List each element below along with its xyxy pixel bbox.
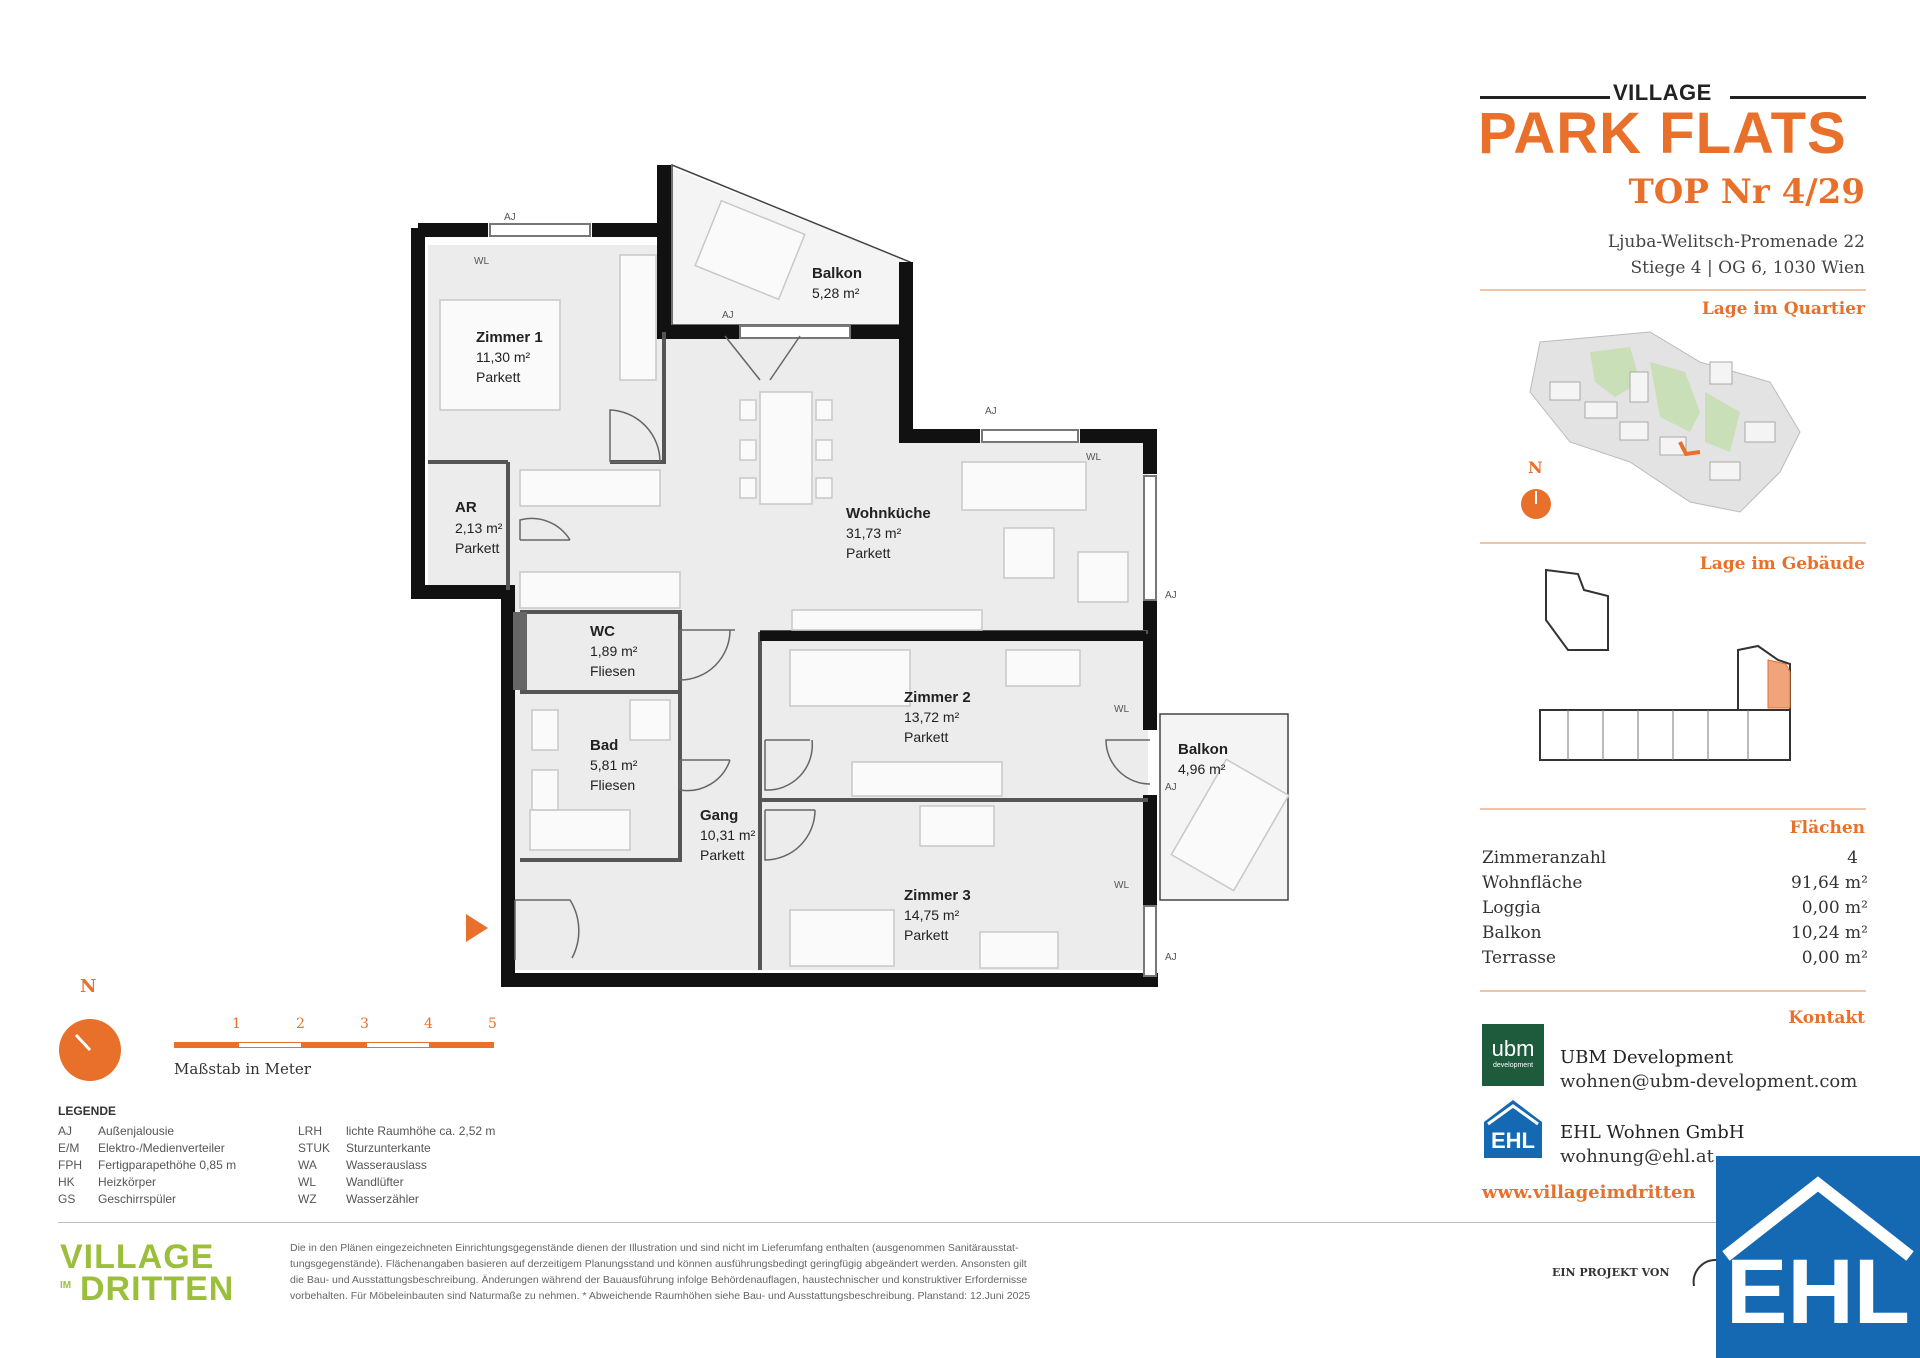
svg-text:Parkett: Parkett: [904, 729, 949, 745]
svg-text:4,96 m²: 4,96 m²: [1178, 761, 1226, 777]
address-line1: Ljuba-Welitsch-Promenade 22: [1607, 232, 1865, 252]
site-map: [1510, 322, 1810, 522]
svg-text:AJ: AJ: [722, 310, 734, 321]
brand-header: [1478, 76, 1868, 176]
svg-text:AJ: AJ: [504, 212, 516, 223]
svg-text:10,31 m²: 10,31 m²: [700, 827, 756, 843]
svg-text:5,28 m²: 5,28 m²: [812, 285, 860, 301]
scale-tick-1: 1: [232, 1016, 241, 1032]
scale-seg-2: [238, 1042, 302, 1048]
svg-text:Parkett: Parkett: [455, 540, 500, 556]
flaechen-row-loggia: Loggia 0,00 m²: [1482, 898, 1868, 918]
scale-seg-4: [366, 1042, 430, 1048]
scale-seg-5: [430, 1042, 494, 1048]
svg-text:WL: WL: [1086, 452, 1101, 463]
flaechen-row-wohnflaeche: Wohnfläche 91,64 m²: [1482, 873, 1868, 893]
ubm-logo: ubm development: [1482, 1024, 1544, 1086]
disclaimer: [290, 1240, 1230, 1304]
projekt-von: EIN PROJEKT VON: [1552, 1266, 1670, 1279]
lage-gebaeude-heading: Lage im Gebäude: [1699, 554, 1865, 574]
building-row: [1540, 710, 1790, 760]
site-map-north-label: N: [1528, 458, 1543, 477]
svg-text:AJ: AJ: [985, 406, 997, 417]
legend-item: AJ Außenjalousie: [58, 1124, 175, 1138]
divider-3: [1480, 808, 1866, 810]
building-block-a: [1546, 570, 1608, 650]
flaechen-row-zimmeranzahl: Zimmeranzahl 4: [1482, 848, 1858, 868]
legend-item: WZ Wasserzähler: [298, 1192, 419, 1206]
svg-text:Fliesen: Fliesen: [590, 663, 636, 679]
svg-text:Parkett: Parkett: [904, 927, 949, 943]
svg-text:WL: WL: [474, 256, 489, 267]
legend-item: FPH Fertigparapethöhe 0,85 m: [58, 1158, 237, 1172]
svg-text:Gang: Gang: [700, 807, 739, 824]
legend-title: LEGENDE: [58, 1104, 117, 1118]
plan-north-label: N: [80, 976, 97, 997]
divider-2: [1480, 542, 1866, 544]
legend-item: HK Heizkörper: [58, 1175, 157, 1189]
svg-text:Parkett: Parkett: [700, 847, 745, 863]
svg-text:Bad: Bad: [590, 737, 619, 754]
svg-text:AJ: AJ: [1165, 782, 1177, 793]
ehl-name: EHL Wohnen GmbH: [1560, 1122, 1745, 1143]
svg-text:Zimmer 2: Zimmer 2: [904, 689, 971, 706]
ubm-name: UBM Development: [1560, 1047, 1734, 1068]
village-word: VILLAGE: [1613, 80, 1712, 105]
disclaimer-line: tungsgegenstände). Flächenangaben basieren auf derzeitigem Planungsstand und können ausführungsbedingt geringfügig abgeändert werden. Ansonsten gilt: [290, 1258, 1027, 1270]
svg-text:WC: WC: [590, 623, 615, 640]
footer-divider: [58, 1222, 1718, 1223]
svg-text:AJ: AJ: [1165, 590, 1177, 601]
svg-text:2,13 m²: 2,13 m²: [455, 520, 503, 536]
entrance-arrow-icon: [466, 914, 488, 942]
svg-text:Fliesen: Fliesen: [590, 777, 636, 793]
scale-seg-3: [302, 1042, 366, 1048]
scale-tick-3: 3: [360, 1016, 369, 1032]
website-link[interactable]: www.villageimdritten: [1482, 1182, 1696, 1203]
svg-text:AR: AR: [455, 499, 477, 516]
flaechen-row-balkon: Balkon 10,24 m²: [1482, 923, 1868, 943]
svg-text:31,73 m²: 31,73 m²: [846, 525, 902, 541]
svg-text:13,72 m²: 13,72 m²: [904, 709, 960, 725]
divider-1: [1480, 289, 1866, 291]
svg-text:1,89 m²: 1,89 m²: [590, 643, 638, 659]
scale-seg-1: [174, 1042, 238, 1048]
compass-icon: [1520, 488, 1552, 520]
disclaimer-line: die Bau- und Ausstattungsbeschreibung. Änderungen während der Bauausführung infolge Behördenauflagen, haustechnischer und konstruktiver Erfordernisse: [290, 1274, 1028, 1286]
scale-tick-4: 4: [424, 1016, 433, 1032]
address-line2: Stiege 4 | OG 6, 1030 Wien: [1630, 258, 1865, 278]
svg-text:Parkett: Parkett: [846, 545, 891, 561]
disclaimer-line: vorbehalten. Für Möbeleinbauten sind Naturmaße zu nehmen. * Abweichende Raumhöhen siehe Bau- und Ausstattungsbeschreibung. Planstand: 12.Juni 2025: [290, 1290, 1031, 1302]
building-highlight: [1768, 660, 1790, 708]
svg-text:WL: WL: [1114, 704, 1129, 715]
legend-item: LRH lichte Raumhöhe ca. 2,52 m: [298, 1124, 496, 1138]
ubm-email[interactable]: wohnen@ubm-development.com: [1560, 1071, 1858, 1092]
scale-label: Maßstab in Meter: [174, 1060, 311, 1078]
ehl-logo-large: EHL: [1716, 1156, 1920, 1358]
ehl-logo-small: EHL: [1482, 1098, 1544, 1160]
legend-item: E/M Elektro-/Medienverteiler: [58, 1141, 225, 1155]
svg-text:5,81 m²: 5,81 m²: [590, 757, 638, 773]
svg-text:WL: WL: [1114, 880, 1129, 891]
flaechen-heading: Flächen: [1789, 818, 1865, 838]
legend-item: GS Geschirrspüler: [58, 1192, 177, 1206]
disclaimer-line: Die in den Plänen eingezeichneten Einrichtungsgegenstände dienen der Illustration und sind nicht im Lieferumfang enthalten (ausgenommen Sanitärausstat-: [290, 1242, 1019, 1254]
svg-text:11,30 m²: 11,30 m²: [476, 349, 531, 365]
svg-text:AJ: AJ: [1165, 952, 1177, 963]
svg-text:14,75 m²: 14,75 m²: [904, 907, 960, 923]
village-rule-right: [1730, 96, 1866, 99]
svg-text:Zimmer 1: Zimmer 1: [476, 329, 543, 346]
village-rule-left: [1480, 96, 1610, 99]
park-flats-title: PARK FLATS: [1478, 101, 1847, 166]
village-logo: VILLAGE IM DRITTEN: [60, 1238, 235, 1308]
flaechen-row-terrasse: Terrasse 0,00 m²: [1482, 948, 1868, 968]
lage-quartier-heading: Lage im Quartier: [1701, 299, 1865, 319]
svg-text:Zimmer 3: Zimmer 3: [904, 887, 971, 904]
legend-item: STUK Sturzunterkante: [298, 1141, 431, 1155]
svg-text:Balkon: Balkon: [1178, 741, 1229, 758]
scale-bar: [174, 1016, 497, 1056]
scale-tick-2: 2: [296, 1016, 305, 1032]
legend-item: WA Wasserauslass: [298, 1158, 427, 1172]
scale-tick-5: 5: [488, 1016, 497, 1032]
floor-plan: [400, 150, 1320, 1000]
divider-4: [1480, 990, 1866, 992]
kontakt-heading: Kontakt: [1788, 1008, 1865, 1028]
ehl-email[interactable]: wohnung@ehl.at: [1560, 1146, 1714, 1167]
compass-icon: [58, 1018, 122, 1082]
top-number: TOP Nr 4/29: [1628, 172, 1865, 212]
svg-text:Balkon: Balkon: [812, 265, 863, 282]
building-map: [1528, 560, 1828, 780]
legend-item: WL Wandlüfter: [298, 1175, 404, 1189]
svg-text:Wohnküche: Wohnküche: [846, 505, 931, 522]
svg-text:Parkett: Parkett: [476, 369, 521, 385]
